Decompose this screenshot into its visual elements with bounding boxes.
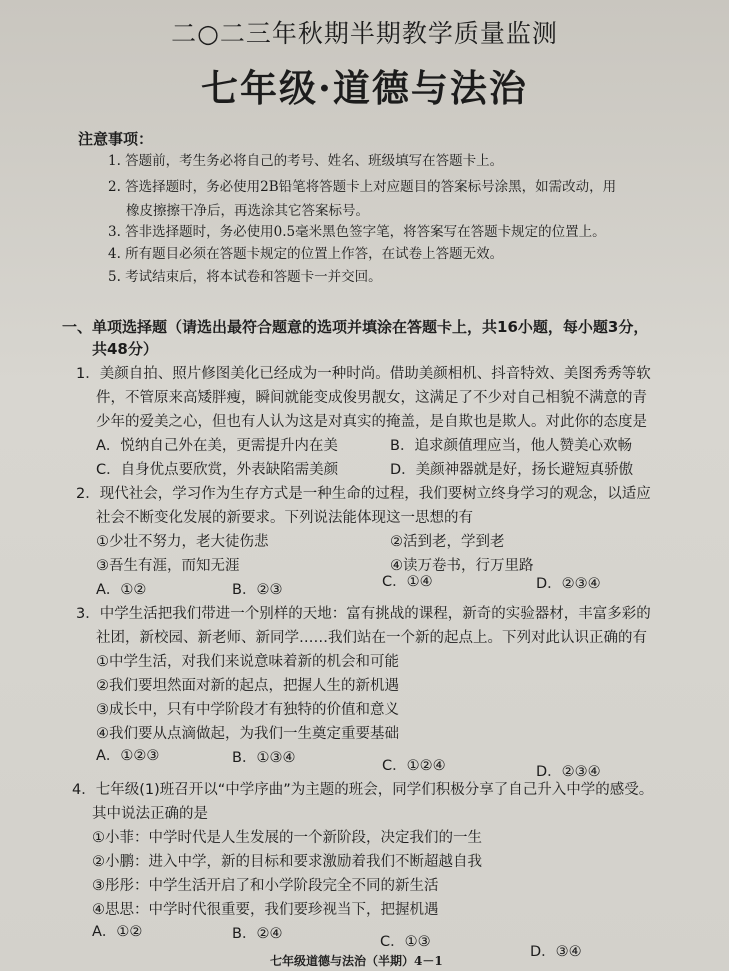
- option-b: B．②④: [232, 926, 283, 942]
- question-3-stem: 社团，新校园、新老师、新同学……我们站在一个新的起点上。下列对此认识正确的有: [96, 630, 647, 646]
- notice-item: 2. 答选择题时，务必使用2B铅笔将答题卡上对应题目的答案标号涂黑，如需改动，用: [108, 179, 617, 195]
- option-a: A．①②③: [96, 748, 160, 764]
- option-d: D．②③④: [536, 764, 601, 780]
- option-b: B．追求颜值理应当，他人赞美心欢畅: [390, 438, 632, 454]
- question-1-stem: 1．美颜自拍、照片修图美化已经成为一种时尚。借助美颜相机、抖音特效、美图秀秀等软: [76, 366, 651, 382]
- option-d: D．美颜神器就是好，扬长避短真骄傲: [390, 462, 634, 478]
- notice-item: 3. 答非选择题时，务必使用0.5毫米黑色签字笔，将答案写在答题卡规定的位置上。: [108, 224, 606, 240]
- question-4-stem: 4．七年级(1)班召开以“中学序曲”为主题的班会，同学们积极分享了自己升入中学的感受。: [72, 782, 654, 798]
- notice-item: 4. 所有题目必须在答题卡规定的位置上作答，在试卷上答题无效。: [108, 246, 504, 262]
- statement-4: ④读万卷书，行万里路: [390, 558, 534, 574]
- statement-1: ①小菲：中学时代是人生发展的一个新阶段，决定我们的一生: [92, 830, 482, 846]
- exam-title: 二○二三年秋期半期教学质量监测: [171, 19, 558, 48]
- option-c: C．①④: [382, 574, 433, 590]
- question-2-stem: 社会不断变化发展的新要求。下列说法能体现这一思想的有: [96, 510, 473, 526]
- statement-1: ①少壮不努力，老大徒伤悲: [96, 534, 269, 550]
- statement-3: ③彤彤：中学生活开启了和小学阶段完全不同的新生活: [92, 878, 439, 894]
- statement-3: ③成长中，只有中学阶段才有独特的价值和意义: [96, 702, 399, 718]
- statement-2: ②活到老，学到老: [390, 534, 505, 550]
- notice-heading: 注意事项：: [78, 130, 154, 148]
- option-c: C．自身优点要欣赏，外表缺陷需美颜: [96, 462, 339, 478]
- subject-title: 七年级·道德与法治: [201, 66, 528, 110]
- notice-item: 1. 答题前，考生务必将自己的考号、姓名、班级填写在答题卡上。: [108, 153, 504, 169]
- question-4-stem: 其中说法正确的是: [92, 806, 208, 822]
- statement-4: ④我们要从点滴做起，为我们一生奠定重要基础: [96, 726, 399, 742]
- option-d: D．③④: [530, 944, 582, 960]
- option-a: A．①②: [92, 924, 143, 940]
- notice-item: 5. 考试结束后，将本试卷和答题卡一并交回。: [108, 269, 382, 285]
- statement-2: ②我们要坦然面对新的起点，把握人生的新机遇: [96, 678, 399, 694]
- page-footer: 七年级道德与法治（半期）4－1: [270, 954, 443, 968]
- option-c: C．①③: [380, 934, 431, 950]
- question-3-stem: 3．中学生活把我们带进一个别样的天地：富有挑战的课程，新奇的实验器材，丰富多彩的: [76, 606, 651, 622]
- option-d: D．②③④: [536, 576, 601, 592]
- question-1-stem: 件，不管原来高矮胖瘦，瞬间就能变成俊男靓女，这满足了不少对自己相貌不满意的青: [96, 390, 647, 406]
- statement-1: ①中学生活，对我们来说意味着新的机会和可能: [96, 654, 399, 670]
- question-1-stem: 少年的爱美之心，但也有人认为这是对真实的掩盖，是自欺也是欺人。对此你的态度是: [96, 414, 647, 430]
- notice-item-continued: 橡皮擦擦干净后，再选涂其它答案标号。: [126, 203, 369, 219]
- option-a: A．①②: [96, 582, 147, 598]
- option-c: C．①②④: [382, 758, 446, 774]
- statement-4: ④思思：中学时代很重要，我们要珍视当下，把握机遇: [92, 902, 439, 918]
- statement-2: ②小鹏：进入中学，新的目标和要求激励着我们不断超越自我: [92, 854, 482, 870]
- option-b: B．②③: [232, 582, 283, 598]
- section-heading-continued: 共48分）: [92, 340, 158, 358]
- question-2-stem: 2．现代社会，学习作为生存方式是一种生命的过程，我们要树立终身学习的观念，以适应: [76, 486, 651, 502]
- statement-3: ③吾生有涯，而知无涯: [96, 558, 240, 574]
- section-heading: 一、单项选择题（请选出最符合题意的选项并填涂在答题卡上，共16小题，每小题3分，: [62, 318, 649, 336]
- option-a: A．悦纳自己外在美，更需提升内在美: [96, 438, 338, 454]
- option-b: B．①③④: [232, 750, 296, 766]
